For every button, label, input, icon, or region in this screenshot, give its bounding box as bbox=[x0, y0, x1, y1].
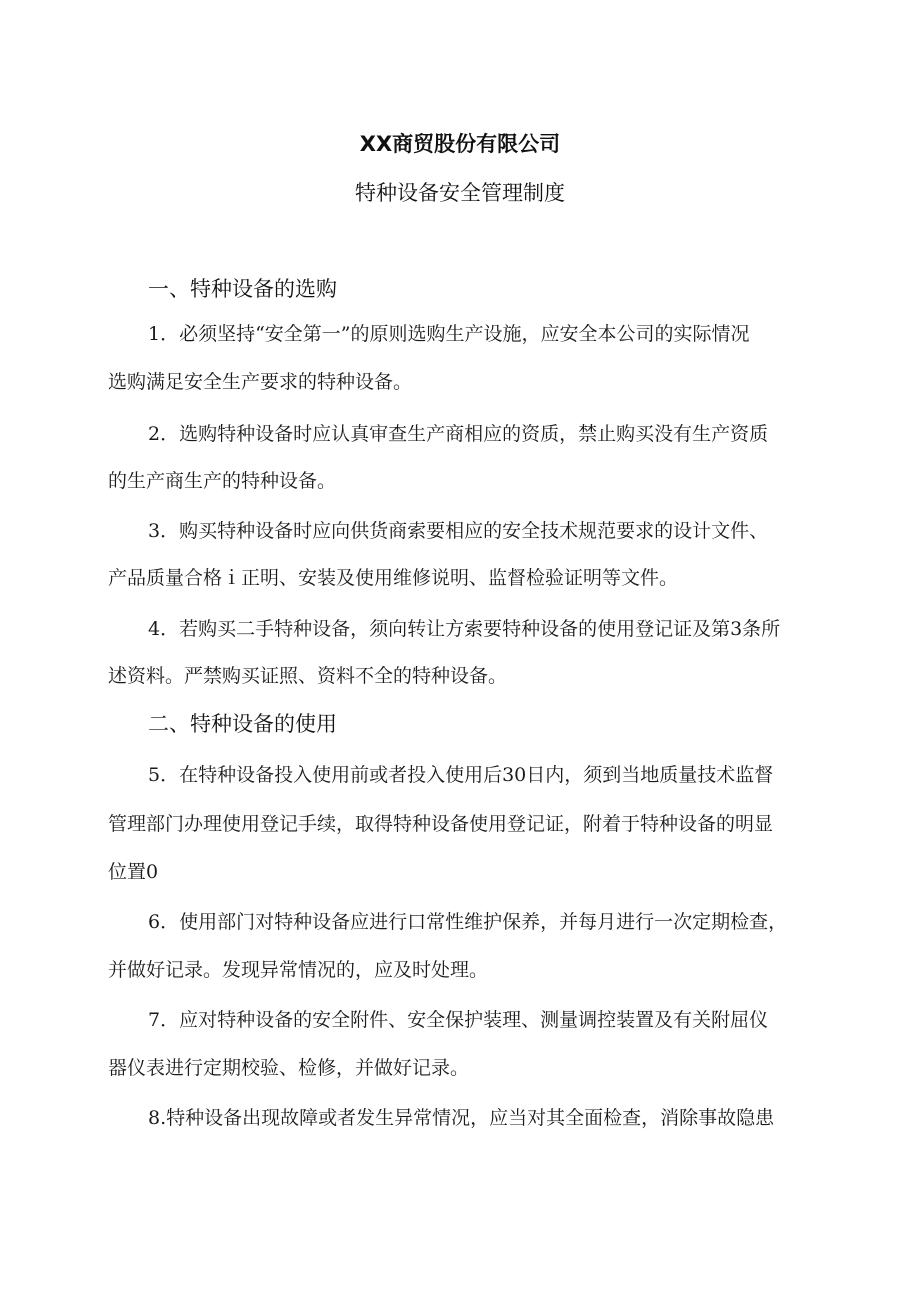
paragraph-line: 位置0 bbox=[108, 861, 159, 883]
paragraph-line: 4．若购买二手特种设备，须向转让方索要特种设备的使用登记证及第3条所 bbox=[148, 618, 781, 640]
section-heading-usage: 二、特种设备的使用 bbox=[148, 712, 337, 736]
paragraph-line: 1．必须坚持“安全第一”的原则选购生产设施，应安全本公司的实际情况 bbox=[148, 323, 750, 345]
paragraph-line: 管理部门办理使用登记手续，取得特种设备使用登记证，附着于特种设备的明显 bbox=[108, 813, 774, 835]
paragraph-line: 选购满足安全生产要求的特种设备。 bbox=[108, 371, 413, 393]
section-heading-purchase: 一、特种设备的选购 bbox=[148, 277, 337, 301]
paragraph-line: 2．选购特种设备时应认真审查生产商相应的资质，禁止购买没有生产资质 bbox=[148, 423, 769, 445]
paragraph-line: 并做好记录。发现异常情况的，应及时处理。 bbox=[108, 959, 489, 981]
paragraph-line: 7．应对特种设备的安全附件、安全保护装理、测量调控装置及有关附屈仪 bbox=[148, 1009, 769, 1031]
paragraph-line: 述资料。严禁购买证照、资料不全的特种设备。 bbox=[108, 665, 508, 687]
paragraph-line: 产品质量合格ｉ正明、安装及使用维修说明、监督检验证明等文件。 bbox=[108, 567, 679, 589]
paragraph-line: 的生产商生产的特种设备。 bbox=[108, 470, 337, 492]
paragraph-line: 8.特种设备出现故障或者发生异常情况，应当对其全面检查，消除事故隐患 bbox=[148, 1107, 775, 1129]
company-name: XX商贸股份有限公司 bbox=[359, 132, 561, 156]
paragraph-line: 3．购买特种设备时应向供货商索要相应的安全技术规范要求的设计文件、 bbox=[148, 520, 769, 542]
document-title: 特种设备安全管理制度 bbox=[355, 181, 565, 205]
paragraph-line: 器仪表进行定期校验、检修，并做好记录。 bbox=[108, 1057, 470, 1079]
paragraph-line: 5．在特种设备投入使用前或者投入使用后30日内，须到当地质量技术监督 bbox=[148, 764, 774, 786]
paragraph-line: 6．使用部门对特种设备应进行口常性维护保养，并每月进行一次定期检查， bbox=[148, 911, 788, 933]
